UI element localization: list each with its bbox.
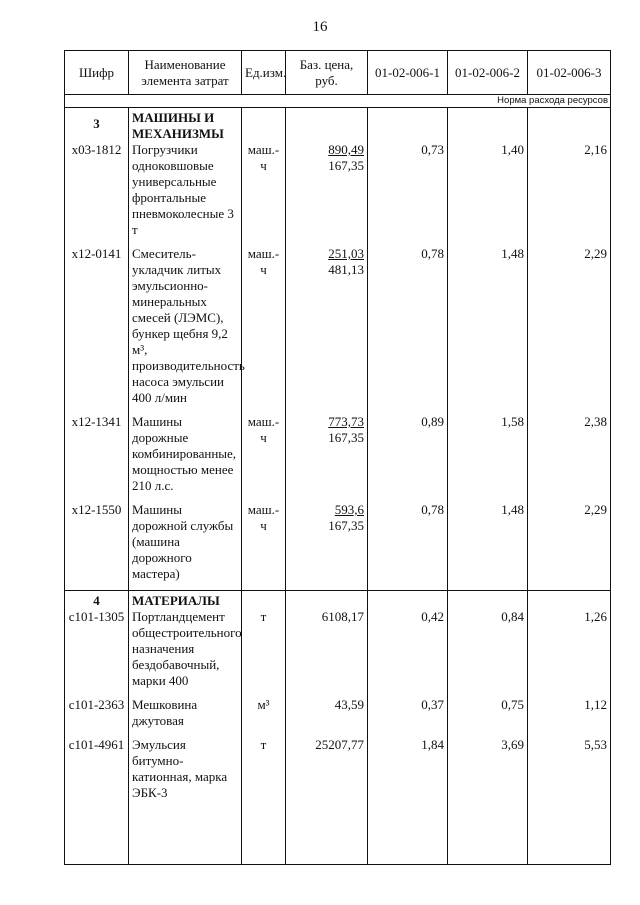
item-norm-3: 2,29 <box>528 246 611 414</box>
item-price: 25207,77 <box>286 737 368 809</box>
item-price-main: 251,03 <box>328 246 364 261</box>
item-name: Портландцемент общестроительного назначения бездобавочный, марки 400 <box>129 609 242 697</box>
item-norm-2: 1,48 <box>448 502 528 591</box>
item-price-secondary: 167,35 <box>328 430 364 445</box>
item-norm-3: 2,29 <box>528 502 611 591</box>
item-norm-1: 0,89 <box>368 414 448 502</box>
item-unit: маш.-ч <box>242 414 286 502</box>
section-row <box>65 108 611 143</box>
item-norm-3: 2,16 <box>528 142 611 246</box>
section-title: МАТЕРИАЛЫ <box>129 591 242 610</box>
item-code: с101-1305 <box>65 609 129 697</box>
section-number: 3 <box>65 108 129 143</box>
item-name: Мешковина джутовая <box>129 697 242 737</box>
item-price-main: 773,73 <box>328 414 364 429</box>
item-norm-2: 1,58 <box>448 414 528 502</box>
item-price-secondary: 167,35 <box>328 158 364 173</box>
item-price <box>286 502 368 591</box>
header-price: Баз. цена, руб. <box>286 51 368 95</box>
header-col3: 01-02-006-3 <box>528 51 611 95</box>
item-name: Машины дорожные комбинированные, мощностью менее 210 л.с. <box>129 414 242 502</box>
header-col1: 01-02-006-1 <box>368 51 448 95</box>
item-norm-2: 1,40 <box>448 142 528 246</box>
item-norm-1: 0,73 <box>368 142 448 246</box>
item-code: х03-1812 <box>65 142 129 246</box>
item-price: 6108,17 <box>286 609 368 697</box>
item-norm-3: 1,26 <box>528 609 611 697</box>
item-norm-3: 2,38 <box>528 414 611 502</box>
table-header-row <box>65 51 611 95</box>
item-code: с101-2363 <box>65 697 129 737</box>
item-unit: т <box>242 609 286 697</box>
item-price <box>286 246 368 414</box>
item-code: х12-1341 <box>65 414 129 502</box>
table-row <box>65 142 611 246</box>
norm-row <box>65 95 611 108</box>
item-norm-1: 0,78 <box>368 502 448 591</box>
item-unit: маш.-ч <box>242 142 286 246</box>
item-price <box>286 142 368 246</box>
item-norm-1: 0,42 <box>368 609 448 697</box>
item-norm-2: 0,75 <box>448 697 528 737</box>
item-norm-1: 1,84 <box>368 737 448 809</box>
table-bottom-spacer <box>65 809 611 865</box>
item-norm-3: 5,53 <box>528 737 611 809</box>
item-norm-2: 0,84 <box>448 609 528 697</box>
header-name: Наименование элемента затрат <box>129 51 242 95</box>
norm-label: Норма расхода ресурсов <box>65 95 611 108</box>
item-code: х12-1550 <box>65 502 129 591</box>
item-price-main: 593,6 <box>334 502 364 517</box>
item-norm-3: 1,12 <box>528 697 611 737</box>
item-unit: маш.-ч <box>242 502 286 591</box>
section-number: 4 <box>65 591 129 610</box>
item-norm-1: 0,78 <box>368 246 448 414</box>
item-name: Смеситель-укладчик литых эмульсионно-минеральных смесей (ЛЭМС), бункер щебня 9,2 м³, производительность насоса эмульсии 400 л/мин <box>129 246 242 414</box>
item-price <box>286 414 368 502</box>
item-price: 43,59 <box>286 697 368 737</box>
item-norm-1: 0,37 <box>368 697 448 737</box>
item-price-secondary: 167,35 <box>328 518 364 533</box>
section-title: МАШИНЫ И МЕХАНИЗМЫ <box>129 108 242 143</box>
table-row <box>65 737 611 809</box>
section-row <box>65 591 611 610</box>
item-code: с101-4961 <box>65 737 129 809</box>
resource-table <box>64 50 611 865</box>
table-row <box>65 697 611 737</box>
item-unit: м³ <box>242 697 286 737</box>
table-row <box>65 246 611 414</box>
item-price-main: 890,49 <box>328 142 364 157</box>
page-number: 16 <box>312 19 328 35</box>
table-row <box>65 414 611 502</box>
item-norm-2: 3,69 <box>448 737 528 809</box>
table-row <box>65 609 611 697</box>
item-name: Машины дорожной службы (машина дорожного мастера) <box>129 502 242 591</box>
item-name: Погрузчики одноковшовые универсальные фронтальные пневмоколесные 3 т <box>129 142 242 246</box>
item-code: х12-0141 <box>65 246 129 414</box>
header-col2: 01-02-006-2 <box>448 51 528 95</box>
item-name: Эмульсия битумно-катионная, марка ЭБК-3 <box>129 737 242 809</box>
item-unit: т <box>242 737 286 809</box>
header-code: Шифр <box>65 51 129 95</box>
item-price-secondary: 481,13 <box>328 262 364 277</box>
table-row <box>65 502 611 591</box>
header-unit: Ед.изм. <box>242 51 286 95</box>
item-norm-2: 1,48 <box>448 246 528 414</box>
item-unit: маш.-ч <box>242 246 286 414</box>
